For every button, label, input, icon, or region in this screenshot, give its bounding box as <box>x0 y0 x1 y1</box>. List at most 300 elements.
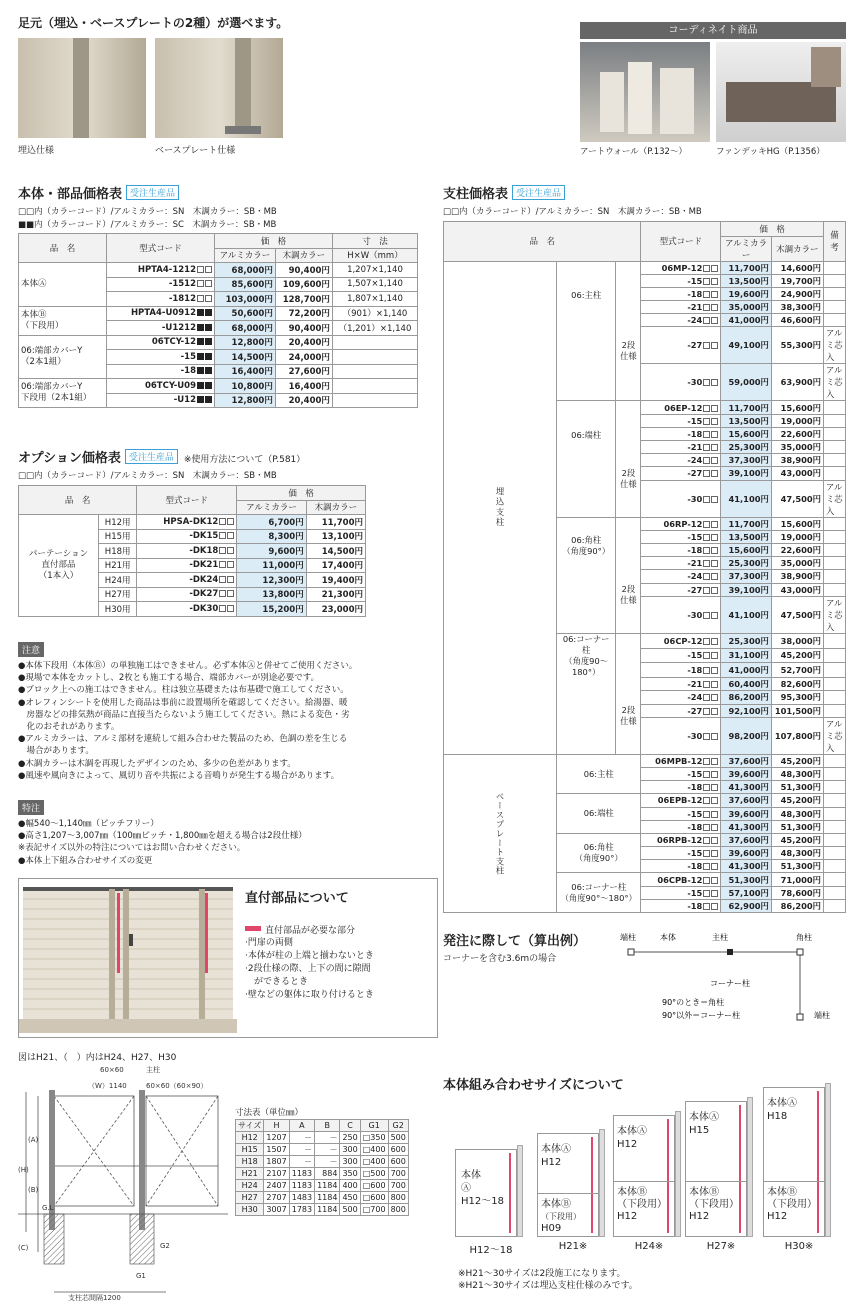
post-two-step-line: 仕様 <box>620 715 637 726</box>
special-line: ●高さ1,207〜3,007㎜（100㎜ピッチ・1,800㎜を超える場合は2段仕様） <box>18 831 307 842</box>
order-label-end2: 端柱 <box>814 1011 830 1020</box>
dims-cell: 600 <box>388 1144 408 1156</box>
post-price-wood: 51,300円 <box>771 860 823 873</box>
dimension-table <box>235 1119 409 1216</box>
post-group-name <box>557 873 641 913</box>
dims-head-cell: G2 <box>388 1120 408 1132</box>
dims-cell: 800 <box>388 1192 408 1204</box>
combo-arrow <box>739 1105 741 1233</box>
post-price-wood: 22,600円 <box>771 543 823 556</box>
combo-panel-b-text: 本体Ⓑ <box>689 1187 719 1198</box>
post-remark <box>823 301 845 314</box>
dims-cell: □600 <box>360 1180 388 1192</box>
post-price-al: 92,100円 <box>721 704 771 717</box>
main-code-text: HPTA4-U0912 <box>130 308 196 319</box>
dim-bottom: 支柱芯間隔1200 <box>68 1294 121 1302</box>
post-code-text: -18 <box>687 428 703 439</box>
post-remark <box>823 583 845 596</box>
dims-cell: － <box>289 1132 314 1144</box>
dims-cell: 500 <box>340 1204 360 1216</box>
option-price-al: 13,800円 <box>237 587 306 602</box>
post-code <box>641 427 721 440</box>
post-code-text: 06CP-12 <box>663 635 703 646</box>
post-spacer <box>616 261 641 301</box>
post-price-wood: 19,000円 <box>771 530 823 543</box>
order-label-main: 主柱 <box>712 933 728 942</box>
main-price-al: 68,000円 <box>215 263 276 278</box>
post-remark <box>823 663 845 678</box>
post-code-text: -24 <box>687 455 703 466</box>
dims-row <box>236 1168 409 1180</box>
dimension-drawing <box>18 1062 228 1302</box>
post-code-text: 06CPB-12 <box>657 874 703 885</box>
post-code <box>641 327 721 364</box>
main-row-name <box>19 379 107 408</box>
option-price-wood: 23,000円 <box>306 602 365 617</box>
combo-lower-text: （下段用） <box>617 1199 667 1210</box>
main-head-wood: 木調カラー <box>275 248 332 263</box>
main-price-al: 103,000円 <box>215 292 276 307</box>
dims-cell: － <box>289 1144 314 1156</box>
post-remark <box>823 274 845 287</box>
dims-head-cell: H <box>264 1120 289 1132</box>
combo-notes <box>458 1268 638 1292</box>
dim-top4: 60×60（60×90） <box>146 1082 208 1090</box>
post-code <box>641 648 721 663</box>
post-price-wood: 38,000円 <box>771 633 823 648</box>
caution-line: ●オレフィンシートを使用した商品は事前に設置場所を確認してください。給湯器、暖 <box>18 697 348 708</box>
main-code <box>107 292 215 307</box>
post-price-wood: 48,300円 <box>771 767 823 780</box>
dims-cell: 700 <box>388 1168 408 1180</box>
post-price-wood: 45,200円 <box>771 648 823 663</box>
option-row <box>19 515 366 530</box>
main-code-text: -U12 <box>173 395 196 406</box>
dims-cell: H18 <box>236 1156 264 1168</box>
main-code <box>107 379 215 394</box>
post-price-al: 37,600円 <box>721 833 771 846</box>
post-code <box>641 314 721 327</box>
post-code <box>641 781 721 794</box>
combo-label-a <box>767 1097 797 1123</box>
option-group-name <box>19 515 99 617</box>
combo-note1: ※H21〜30サイズは2段施工になります。 <box>458 1269 626 1279</box>
order-label-body: 本体 <box>660 933 676 942</box>
post-head-code: 型式コード <box>641 222 721 262</box>
option-h: H24用 <box>99 573 137 588</box>
main-size: 1,207×1,140 <box>332 263 417 278</box>
post-badge: 受注生産品 <box>512 185 565 200</box>
combo-post <box>675 1111 681 1237</box>
option-code-text: -DK21 <box>189 560 219 571</box>
dims-cell: 600 <box>388 1156 408 1168</box>
combo-size-label: H27※ <box>706 1241 736 1252</box>
post-head-al: アルミカラー <box>721 236 771 261</box>
post-code <box>641 287 721 300</box>
combo-size-label: H24※ <box>634 1241 664 1252</box>
post-price-wood: 19,000円 <box>771 414 823 427</box>
dims-cell: 400 <box>340 1180 360 1192</box>
post-price-al: 86,200円 <box>721 691 771 704</box>
main-head-code: 型式コード <box>107 234 215 263</box>
combo-h-text: H18 <box>767 1111 788 1122</box>
combo-hb-text: H12 <box>767 1211 788 1222</box>
post-price-wood: 86,200円 <box>771 899 823 912</box>
post-code <box>641 301 721 314</box>
post-group-name <box>557 401 616 441</box>
dims-cell: 450 <box>340 1192 360 1204</box>
option-code-text: -DK27 <box>189 589 219 600</box>
post-code-text: -15 <box>687 848 703 859</box>
dim-c-label: (C) <box>18 1244 29 1252</box>
combo-title: 本体組み合わせサイズについて <box>443 1078 624 1093</box>
post-price-wood: 82,600円 <box>771 678 823 691</box>
caution-line: ●本体下段用（本体Ⓑ）の単独施工はできません。必ず本体Ⓐと併せてご使用ください。 <box>18 661 358 671</box>
dims-cell: 2707 <box>264 1192 289 1204</box>
dims-cell: － <box>315 1132 340 1144</box>
main-name-text: （2本1組） <box>21 356 66 367</box>
post-two-step <box>616 441 641 518</box>
option-group-line: （1本入） <box>38 570 79 581</box>
post-remark <box>823 467 845 480</box>
dims-cell: 250 <box>340 1132 360 1144</box>
post-price-al: 59,000円 <box>721 364 771 401</box>
post-code-text: -24 <box>687 571 703 582</box>
dims-cell: 1183 <box>289 1168 314 1180</box>
main-code-text: -1512 <box>168 279 196 290</box>
post-group-name-line: （角度90°） <box>562 545 611 556</box>
post-code-text: -27 <box>687 584 703 595</box>
option-head-code: 型式コード <box>137 486 237 515</box>
option-code <box>137 544 237 559</box>
post-code <box>641 833 721 846</box>
post-remark: アルミ芯入 <box>823 596 845 633</box>
post-code <box>641 717 721 754</box>
option-h: H30用 <box>99 602 137 617</box>
post-code <box>641 441 721 454</box>
post-remark <box>823 704 845 717</box>
post-group-name-line: 06:角柱 <box>583 842 614 853</box>
post-code <box>641 691 721 704</box>
main-size <box>332 335 417 350</box>
order-title: 発注に際して（算出例） <box>443 934 587 949</box>
combo-lower-text: （下段用） <box>541 1212 581 1221</box>
option-code-text: -DK24 <box>189 574 219 585</box>
embed-caption: 埋込仕様 <box>18 146 55 156</box>
option-note: □□内（カラーコード）/アルミカラー：SN 木調カラー：SB・MB <box>18 471 277 481</box>
combo-h-text: H12 <box>617 1139 638 1150</box>
main-code <box>107 306 215 321</box>
post-code-text: -18 <box>687 665 703 676</box>
post-price-wood: 101,500円 <box>771 704 823 717</box>
dims-head-cell: サイズ <box>236 1120 264 1132</box>
post-code-text: -15 <box>687 531 703 542</box>
combo-post <box>747 1097 753 1237</box>
post-code-text: 06MPB-12 <box>655 755 703 766</box>
post-remark <box>823 860 845 873</box>
post-remark <box>823 807 845 820</box>
direct-item: ·本体が柱の上端と揃わないとき <box>245 951 374 961</box>
main-price-al: 12,800円 <box>215 393 276 408</box>
post-embed-text: 埋込支柱 <box>495 487 505 529</box>
main-name-text: （下段用） <box>21 320 64 331</box>
combo-panel-b-text: 本体Ⓑ <box>617 1187 647 1198</box>
option-code <box>137 587 237 602</box>
combo-panel-a-text: 本体Ⓐ <box>689 1112 719 1123</box>
post-row <box>444 261 846 274</box>
caution-line: 化のおそれがあります。 <box>18 722 120 733</box>
post-two-step-line: 2段 <box>621 583 636 594</box>
post-spacer <box>557 678 616 755</box>
post-price-al: 15,600円 <box>721 427 771 440</box>
dims-cell: － <box>289 1156 314 1168</box>
post-head-wood: 木調カラー <box>771 236 823 261</box>
main-code <box>107 350 215 365</box>
dims-cell: 1184 <box>315 1204 340 1216</box>
post-code-text: -27 <box>687 705 703 716</box>
main-badge: 受注生産品 <box>126 185 179 200</box>
main-price-al: 14,500円 <box>215 350 276 365</box>
post-price-wood: 107,800円 <box>771 717 823 754</box>
post-remark <box>823 401 845 414</box>
post-price-al: 11,700円 <box>721 401 771 414</box>
main-size: （1,201）×1,140 <box>332 321 417 336</box>
post-price-al: 41,000円 <box>721 314 771 327</box>
post-remark <box>823 820 845 833</box>
option-head-name: 品 名 <box>19 486 137 515</box>
option-price-wood: 21,300円 <box>306 587 365 602</box>
main-price-wood: 20,400円 <box>275 393 332 408</box>
post-code <box>641 274 721 287</box>
combo-note2: ※H21〜30サイズは埋込支柱仕様のみです。 <box>458 1281 638 1291</box>
main-head-name: 品 名 <box>19 234 107 263</box>
combo-panel-a-text: 本体Ⓐ <box>541 1144 571 1155</box>
combo-lower-text: （下段用） <box>689 1199 739 1210</box>
main-name-text: 本体Ⓐ <box>21 278 47 289</box>
main-price-al: 68,000円 <box>215 321 276 336</box>
post-price-wood: 38,900円 <box>771 570 823 583</box>
main-code <box>107 364 215 379</box>
deck-photo <box>716 42 846 142</box>
combo-hb-text: H09 <box>541 1223 562 1234</box>
option-extra: ※使用方法について（P.581） <box>183 455 306 465</box>
post-remark <box>823 886 845 899</box>
post-two-step <box>616 557 641 634</box>
main-title: 本体・部品価格表 受注生産品 <box>18 183 179 202</box>
post-code-text: -21 <box>687 558 703 569</box>
dim-h-label: (H) <box>18 1166 29 1174</box>
main-size <box>332 364 417 379</box>
post-code-text: -15 <box>687 415 703 426</box>
post-code <box>641 794 721 807</box>
order-label-end1: 端柱 <box>620 933 636 942</box>
dims-head-row <box>236 1120 409 1132</box>
dim-top2: （W）1140 <box>88 1082 127 1090</box>
combo-panel-a-text: 本体Ⓐ <box>617 1126 647 1137</box>
post-price-wood: 24,900円 <box>771 287 823 300</box>
post-price-wood: 14,600円 <box>771 261 823 274</box>
dims-cell: 1807 <box>264 1156 289 1168</box>
order-label-not90: 90°以外＝コーナー柱 <box>662 1011 741 1020</box>
post-two-step <box>616 301 641 401</box>
caution-section <box>18 642 357 782</box>
post-remark <box>823 678 845 691</box>
post-price-wood: 46,600円 <box>771 314 823 327</box>
fence-illustration <box>19 879 237 1037</box>
post-price-wood: 38,900円 <box>771 454 823 467</box>
special-line: ●幅540〜1,140㎜（ピッチフリー） <box>18 819 159 829</box>
dim-a-label: (A) <box>28 1136 39 1144</box>
option-code <box>137 602 237 617</box>
dim-g1-label: G1 <box>136 1272 146 1280</box>
post-remark <box>823 899 845 912</box>
main-size <box>332 379 417 394</box>
post-code <box>641 754 721 767</box>
special-line: ※表記サイズ以外の特注についてはお問い合わせください。 <box>18 843 246 854</box>
post-code-text: -18 <box>687 821 703 832</box>
main-note1: □□内（カラーコード）/アルミカラー：SN 木調カラー：SB・MB <box>18 207 277 217</box>
post-remark <box>823 754 845 767</box>
post-code-text: -24 <box>687 315 703 326</box>
post-remark: アルミ芯入 <box>823 364 845 401</box>
post-remark <box>823 648 845 663</box>
post-price-al: 25,300円 <box>721 557 771 570</box>
option-price-table <box>18 485 366 617</box>
post-spacer <box>557 441 616 518</box>
dims-cell: □400 <box>360 1144 388 1156</box>
post-price-wood: 47,500円 <box>771 596 823 633</box>
combo-panel-b-text: 本体Ⓑ <box>767 1187 797 1198</box>
post-code <box>641 873 721 886</box>
main-code <box>107 393 215 408</box>
post-code-text: -30 <box>687 493 703 504</box>
post-code-text: -18 <box>687 782 703 793</box>
dims-cell: □600 <box>360 1192 388 1204</box>
post-two-step-line: 2段 <box>621 467 636 478</box>
post-code-text: 06EP-12 <box>664 402 703 413</box>
dims-cell: □350 <box>360 1132 388 1144</box>
post-price-al: 39,600円 <box>721 847 771 860</box>
post-price-al: 41,100円 <box>721 480 771 517</box>
post-code-text: -18 <box>687 288 703 299</box>
post-code-text: -15 <box>687 887 703 898</box>
main-row <box>19 335 418 350</box>
post-spacer <box>557 557 616 634</box>
post-code <box>641 663 721 678</box>
post-base-text: ベースプレート支柱 <box>495 791 505 876</box>
combo-label-b <box>617 1187 667 1223</box>
main-price-wood: 128,700円 <box>275 292 332 307</box>
option-code <box>137 529 237 544</box>
dims-table-title: 寸法表（単位㎜） <box>235 1108 304 1118</box>
post-group-name-line: （角度90°〜180°） <box>560 892 637 903</box>
main-size: （901）×1,140 <box>332 306 417 321</box>
post-code-text: -21 <box>687 679 703 690</box>
combo-h-text: H12 <box>541 1157 562 1168</box>
post-price-al: 11,700円 <box>721 261 771 274</box>
post-price-al: 15,600円 <box>721 543 771 556</box>
combo-split <box>613 1181 675 1182</box>
special-label: 特注 <box>18 800 44 815</box>
main-row-name <box>19 306 107 335</box>
post-group-name-line: （角度90°） <box>574 853 623 864</box>
post-remark <box>823 454 845 467</box>
dims-cell: □500 <box>360 1168 388 1180</box>
main-price-wood: 72,200円 <box>275 306 332 321</box>
post-code <box>641 454 721 467</box>
post-price-al: 37,300円 <box>721 570 771 583</box>
main-row-name <box>19 263 107 307</box>
post-remark <box>823 314 845 327</box>
main-code-text: -U1212 <box>161 322 196 333</box>
post-remark <box>823 847 845 860</box>
dims-cell: － <box>315 1156 340 1168</box>
post-price-wood: 47,500円 <box>771 480 823 517</box>
embed-photo <box>18 38 146 138</box>
dim-b-label: (B) <box>28 1186 39 1194</box>
post-two-step-line: 2段 <box>621 339 636 350</box>
main-price-wood: 16,400円 <box>275 379 332 394</box>
post-price-al: 98,200円 <box>721 717 771 754</box>
direct-item: ·2段仕様の際、上下の間に隙間 <box>245 964 371 974</box>
post-code-text: -15 <box>687 769 703 780</box>
post-code-text: -30 <box>687 377 703 388</box>
post-remark: アルミ芯入 <box>823 327 845 364</box>
combo-post <box>825 1083 831 1237</box>
main-price-wood: 90,400円 <box>275 321 332 336</box>
post-group-name-line: （角度90〜180°） <box>564 655 609 677</box>
post-title: 支柱価格表 受注生産品 <box>443 183 565 202</box>
combo-diagram <box>455 1085 855 1265</box>
combo-label-b <box>767 1187 817 1223</box>
combo-label-b <box>689 1187 739 1223</box>
post-group-name-line: 06:角柱 <box>571 534 602 545</box>
post-head-remark: 備 考 <box>823 222 845 262</box>
post-code <box>641 807 721 820</box>
dims-cell: H12 <box>236 1132 264 1144</box>
main-row <box>19 306 418 321</box>
main-price-wood: 20,400円 <box>275 335 332 350</box>
option-price-wood: 19,400円 <box>306 573 365 588</box>
post-remark <box>823 427 845 440</box>
direct-item: ·門扉の両側 <box>245 938 293 948</box>
post-price-wood: 19,700円 <box>771 274 823 287</box>
option-price-al: 8,300円 <box>237 529 306 544</box>
option-group-line: 直付部品 <box>41 559 76 570</box>
dims-cell: － <box>315 1144 340 1156</box>
dims-caption: 図はH21、（ ）内はH24、H27、H30 <box>18 1053 177 1063</box>
post-price-al: 31,100円 <box>721 648 771 663</box>
post-code <box>641 557 721 570</box>
post-remark <box>823 691 845 704</box>
post-price-wood: 52,700円 <box>771 663 823 678</box>
combo-label-a <box>617 1125 647 1151</box>
special-section <box>18 800 307 867</box>
post-note: □□内（カラーコード）/アルミカラー：SN 木調カラー：SB・MB <box>443 207 702 217</box>
direct-item: ·壁などの躯体に取り付けるとき <box>245 990 374 1000</box>
post-price-al: 37,600円 <box>721 754 771 767</box>
post-code <box>641 847 721 860</box>
main-size <box>332 393 417 408</box>
post-price-al: 39,100円 <box>721 467 771 480</box>
post-embed-label <box>444 261 557 754</box>
main-head-price: 価 格 <box>215 234 333 249</box>
main-price-al: 16,400円 <box>215 364 276 379</box>
dims-row <box>236 1204 409 1216</box>
post-code <box>641 530 721 543</box>
post-two-step-line: 仕様 <box>620 478 637 489</box>
post-two-step-line: 仕様 <box>620 594 637 605</box>
